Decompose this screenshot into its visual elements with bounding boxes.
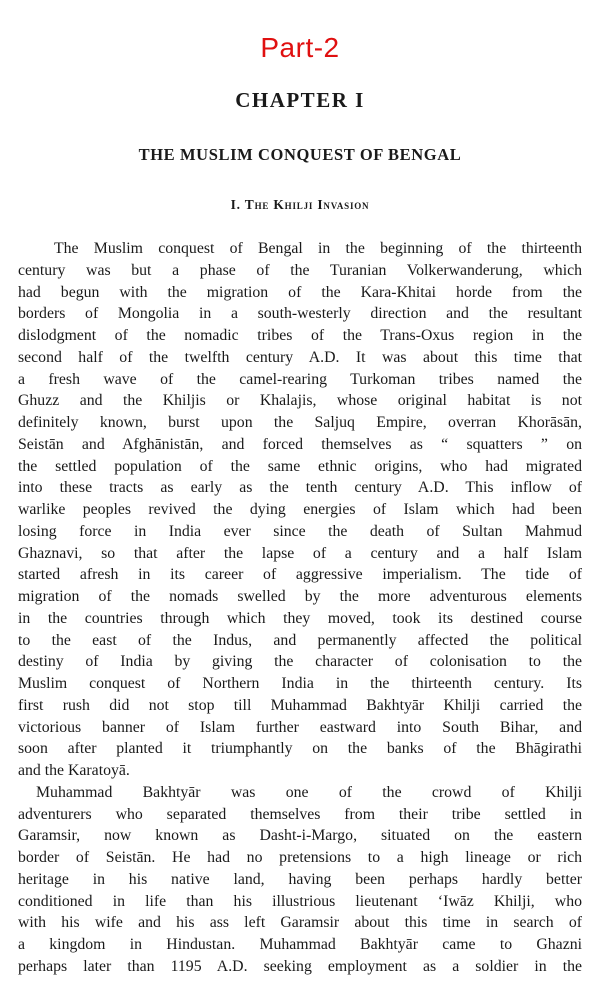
text-line: definitely known, burst upon the Saljuq Empire, overran Khorāsān, xyxy=(18,414,582,431)
text-line: adventurers who separated themselves from their tribe settled in xyxy=(18,805,582,823)
body-text xyxy=(18,238,582,978)
text-line: Muhammad Bakhtyār was one of the crowd of Khilji xyxy=(36,783,582,801)
part-label: Part-2 xyxy=(260,32,340,63)
text-line: migration of the nomads swelled by the more adventurous elements xyxy=(18,588,582,605)
text-line: Seistān and Afghānistān, and forced themselves as “ squatters ” on xyxy=(18,435,582,453)
text-line: first rush did not stop till Muhammad Bakhtyār Khilji carried the xyxy=(18,696,582,714)
text-line: century was but a phase of the Turanian Volkerwanderung, which xyxy=(18,261,582,279)
section-heading: I. The Khilji Invasion xyxy=(230,197,370,212)
text-line: Muslim conquest of Northern India in the thirteenth century. Its xyxy=(18,675,582,692)
text-line: a fresh wave of the camel-rearing Turkoman tribes named the xyxy=(18,370,582,388)
text-line: The Muslim conquest of Bengal in the beginning of the thirteenth xyxy=(54,240,582,257)
text-line: soon after planted it triumphantly on the banks of the Bhāgirathi xyxy=(18,740,582,758)
text-line: to the east of the Indus, and permanently affected the political xyxy=(18,631,582,649)
text-line: and the Karatoyā. xyxy=(18,762,130,779)
text-line: destiny of India by giving the character of colonisation to the xyxy=(18,653,582,671)
text-line: with his wife and his ass left Garamsir about this time in search of xyxy=(18,914,582,932)
text-line: second half of the twelfth century A.D. It was about this time that xyxy=(18,348,582,366)
text-line: conditioned in life than his illustrious lieutenant ‘Iwāz Khilji, who xyxy=(18,892,582,910)
chapter-heading: CHAPTER I xyxy=(235,88,365,112)
text-line: in the countries through which they moved, took its destined course xyxy=(18,609,582,627)
text-line: borders of Mongolia in a south-westerly direction and the resultant xyxy=(18,305,582,323)
text-line: a kingdom in Hindustan. Muhammad Bakhtyār came to Ghazni xyxy=(18,936,582,953)
text-line: Garamsir, now known as Dasht-i-Margo, situated on the eastern xyxy=(18,827,582,845)
text-line: dislodgment of the nomadic tribes of the Trans-Oxus region in the xyxy=(18,327,582,344)
text-line: Ghaznavi, so that after the lapse of a century and a half Islam xyxy=(18,544,582,562)
text-line: Ghuzz and the Khiljis or Khalajis, whose original habitat is not xyxy=(18,392,582,410)
text-line: losing force in India ever since the death of Sultan Mahmud xyxy=(18,522,582,540)
text-line: victorious banner of Islam further eastward into South Bihar, and xyxy=(18,718,582,736)
text-line: warlike peoples revived the dying energies of Islam which had been xyxy=(18,501,582,518)
text-line: the settled population of the same ethnic origins, who had migrated xyxy=(18,457,582,475)
text-line: had begun with the migration of the Kara-Khitai horde from the xyxy=(18,283,582,301)
text-line: perhaps later than 1195 A.D. seeking employment as a soldier in the xyxy=(18,957,582,975)
text-line: border of Seistān. He had no pretensions to a high lineage or rich xyxy=(18,849,582,866)
text-line: heritage in his native land, having been perhaps hardly better xyxy=(18,870,582,888)
text-line: into these tracts as early as the tenth century A.D. This inflow of xyxy=(18,479,582,497)
chapter-title: THE MUSLIM CONQUEST OF BENGAL xyxy=(138,145,462,164)
text-line: started afresh in its career of aggressive imperialism. The tide of xyxy=(18,566,582,584)
